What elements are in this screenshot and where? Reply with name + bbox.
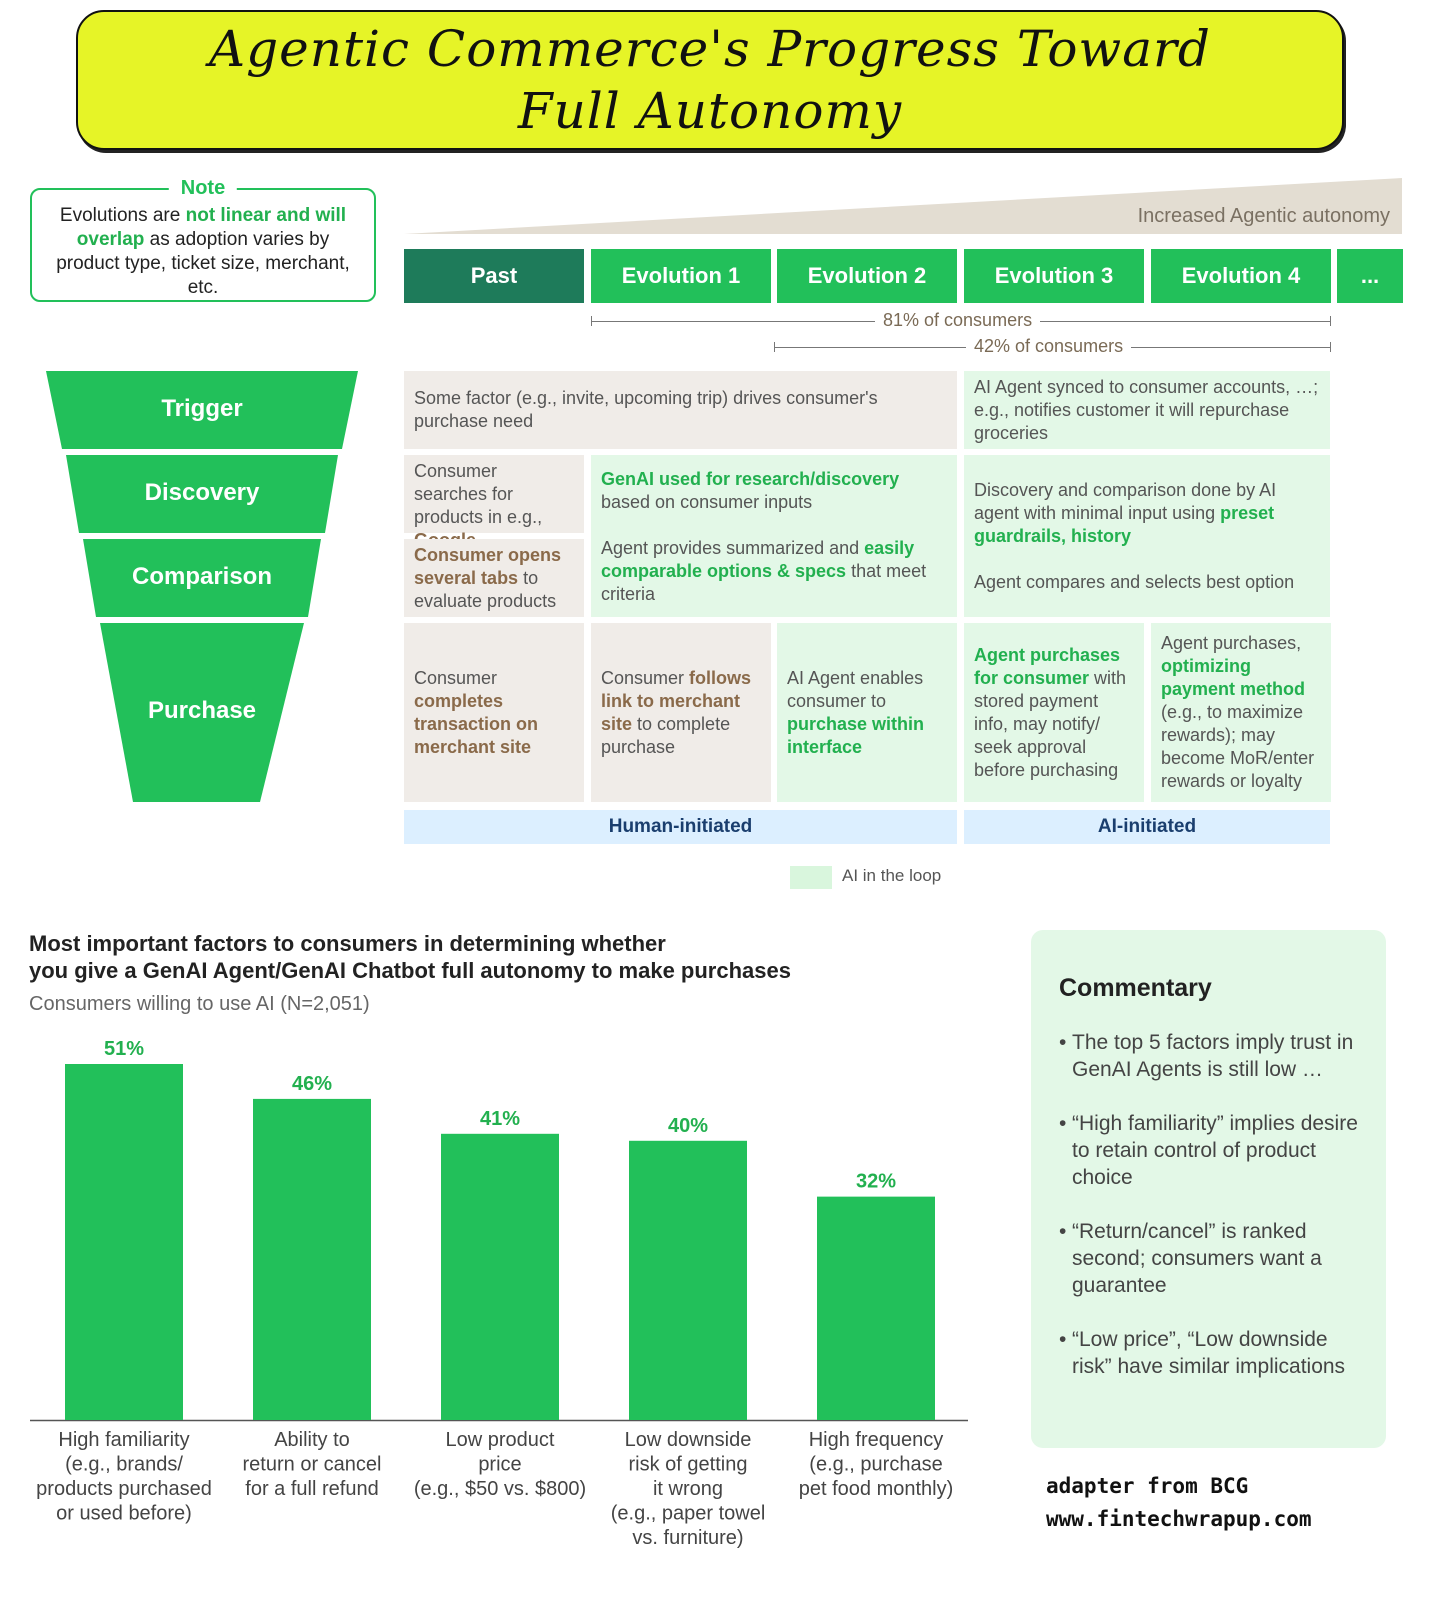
bar-value-label: 46%	[291, 1072, 333, 1095]
note-highlight: not linear and will overlap	[76, 205, 347, 250]
cell-comparison-past	[404, 539, 584, 617]
cell-purchase-e4-bold: optimizing payment method	[1161, 656, 1306, 699]
range-42-tick-left	[774, 342, 775, 352]
category-label: High frequency (e.g., purchase pet food monthly)	[798, 1429, 954, 1500]
cell-purchase-e2-text: AI Agent enables consumer to	[787, 667, 924, 711]
range-81-label: 81% of consumers	[875, 310, 1040, 331]
stage-more: ...	[1337, 249, 1403, 303]
stage-evolution-2: Evolution 2	[777, 249, 957, 303]
funnel-discovery: Discovery	[144, 479, 260, 506]
chart-subtitle: Consumers willing to use AI (N=2,051)	[29, 993, 370, 1015]
cell-comparison-evolution-bold: easily comparable options & specs	[601, 538, 915, 581]
stage-evolution-4: Evolution 4	[1151, 249, 1331, 303]
chart-title	[29, 930, 929, 984]
category-label: Low downside risk of getting it wrong (e.g., paper towel vs. furniture)	[610, 1429, 766, 1549]
funnel-comparison: Comparison	[131, 563, 272, 590]
note-text-before: Evolutions are	[59, 205, 186, 226]
cell-purchase-e1-text-1: Consumer	[601, 667, 690, 688]
cell-trigger-ai	[964, 371, 1330, 449]
cell-purchase-e1-text-2: to complete purchase	[601, 713, 731, 757]
bar-value-label: 41%	[479, 1107, 521, 1130]
category-label: Ability to return or cancel for a full refund	[242, 1429, 382, 1500]
cell-discovery-past	[404, 455, 584, 533]
autonomy-label: Increased Agentic autonomy	[1137, 205, 1390, 227]
band-human-initiated: Human-initiated	[404, 810, 957, 844]
commentary-panel	[1031, 930, 1386, 1448]
cell-discovery-ai-bold: preset guardrails, history	[974, 503, 1275, 546]
bar-chart	[0, 1020, 1000, 1580]
cell-purchase-past-bold: completes transaction on merchant site	[414, 690, 539, 757]
note-title: Note	[169, 176, 237, 200]
cell-comparison-ai-text: Agent compares and selects best option	[974, 572, 1295, 592]
funnel-purchase: Purchase	[147, 697, 257, 724]
cell-purchase-e3-bold: Agent purchases for consumer	[974, 644, 1121, 688]
legend-label: AI in the loop	[842, 866, 942, 885]
cell-comparison-past-bold: Consumer opens several tabs	[414, 545, 562, 588]
category-label: Low product price (e.g., $50 vs. $800)	[413, 1429, 587, 1500]
credit-url: www.fintechwrapup.com	[1046, 1507, 1312, 1531]
cell-discovery-evolution-bold: GenAI used for research/discovery	[601, 469, 900, 489]
commentary-item: • The top 5 factors imply trust in GenAI Agents is still low …	[1059, 1029, 1370, 1083]
cell-purchase-e1-bold: follows link to merchant site	[601, 667, 752, 734]
cell-purchase-e4-text-2: (e.g., to maximize rewards); may become MoR/enter rewards or loyalty	[1161, 702, 1315, 791]
cell-purchase-evolution-3	[964, 623, 1144, 802]
cell-purchase-evolution-4	[1151, 623, 1331, 802]
page-title: Agentic Commerce's Progress Toward Full Autonomy	[209, 20, 1211, 140]
cell-discovery-ai-text: Discovery and comparison done by AI agent with minimal input using	[974, 480, 1277, 523]
bar-value-label: 40%	[667, 1114, 709, 1137]
cell-purchase-e3-text: with stored payment info, may notify/ seek approval before purchasing	[974, 667, 1127, 780]
cell-purchase-evolution-1	[591, 623, 771, 802]
cell-discovery-evolution-text: based on consumer inputs	[601, 492, 813, 512]
cell-trigger-human	[404, 371, 957, 449]
range-81-tick-right	[1330, 316, 1331, 326]
range-81-tick-left	[591, 316, 592, 326]
stage-past: Past	[404, 249, 584, 303]
cell-purchase-past-text: Consumer	[414, 667, 498, 688]
cell-trigger-ai-text: AI Agent synced to consumer accounts, …; e.g., notifies customer it will repurchase groceries	[974, 376, 1319, 443]
cell-purchase-past	[404, 623, 584, 802]
credit	[1046, 1470, 1312, 1536]
bar	[629, 1141, 747, 1420]
bar	[65, 1064, 183, 1420]
cell-purchase-e2-bold: purchase within interface	[787, 713, 925, 757]
cell-discovery-evolution	[591, 455, 957, 617]
credit-source: adapter from BCG	[1046, 1474, 1249, 1498]
range-42-label: 42% of consumers	[966, 336, 1131, 357]
note-text-after: as adoption varies by product type, ticket size, merchant, etc.	[56, 229, 350, 298]
chart-title-line-2: you give a GenAI Agent/GenAI Chatbot full autonomy to make purchases	[29, 958, 791, 983]
band-ai-initiated: AI-initiated	[964, 810, 1330, 844]
commentary-item: • “Low price”, “Low downside risk” have similar implications	[1059, 1326, 1370, 1380]
cell-comparison-evolution-text-2: that meet criteria	[601, 561, 927, 604]
bar	[441, 1134, 559, 1420]
cell-purchase-evolution-2	[777, 623, 957, 802]
bar-value-label: 51%	[103, 1038, 145, 1060]
cell-discovery-past-text: Consumer searches for products in e.g.,	[414, 461, 543, 527]
commentary-item: • “High familiarity” implies desire to retain control of product choice	[1059, 1110, 1370, 1191]
bar	[817, 1197, 935, 1420]
commentary-title: Commentary	[1059, 974, 1212, 1002]
stage-evolution-1: Evolution 1	[591, 249, 771, 303]
commentary-item: • “Return/cancel” is ranked second; consumers want a guarantee	[1059, 1218, 1370, 1299]
stage-evolution-3: Evolution 3	[964, 249, 1144, 303]
cell-comparison-past-text: to evaluate products	[414, 568, 557, 611]
category-label: High familiarity (e.g., brands/ products purchased or used before)	[36, 1429, 212, 1525]
cell-trigger-human-text: Some factor (e.g., invite, upcoming trip) drives consumer's purchase need	[414, 388, 878, 431]
range-42-tick-right	[1330, 342, 1331, 352]
legend-swatch	[790, 866, 832, 889]
chart-title-line-1: Most important factors to consumers in determining whether	[29, 931, 666, 956]
bar	[253, 1099, 371, 1420]
cell-discovery-ai	[964, 455, 1330, 617]
cell-comparison-evolution-text-1: Agent provides summarized and	[601, 538, 865, 558]
bar-value-label: 32%	[855, 1170, 897, 1193]
funnel-trigger: Trigger	[161, 395, 243, 422]
cell-purchase-e4-text-1: Agent purchases,	[1161, 633, 1302, 653]
